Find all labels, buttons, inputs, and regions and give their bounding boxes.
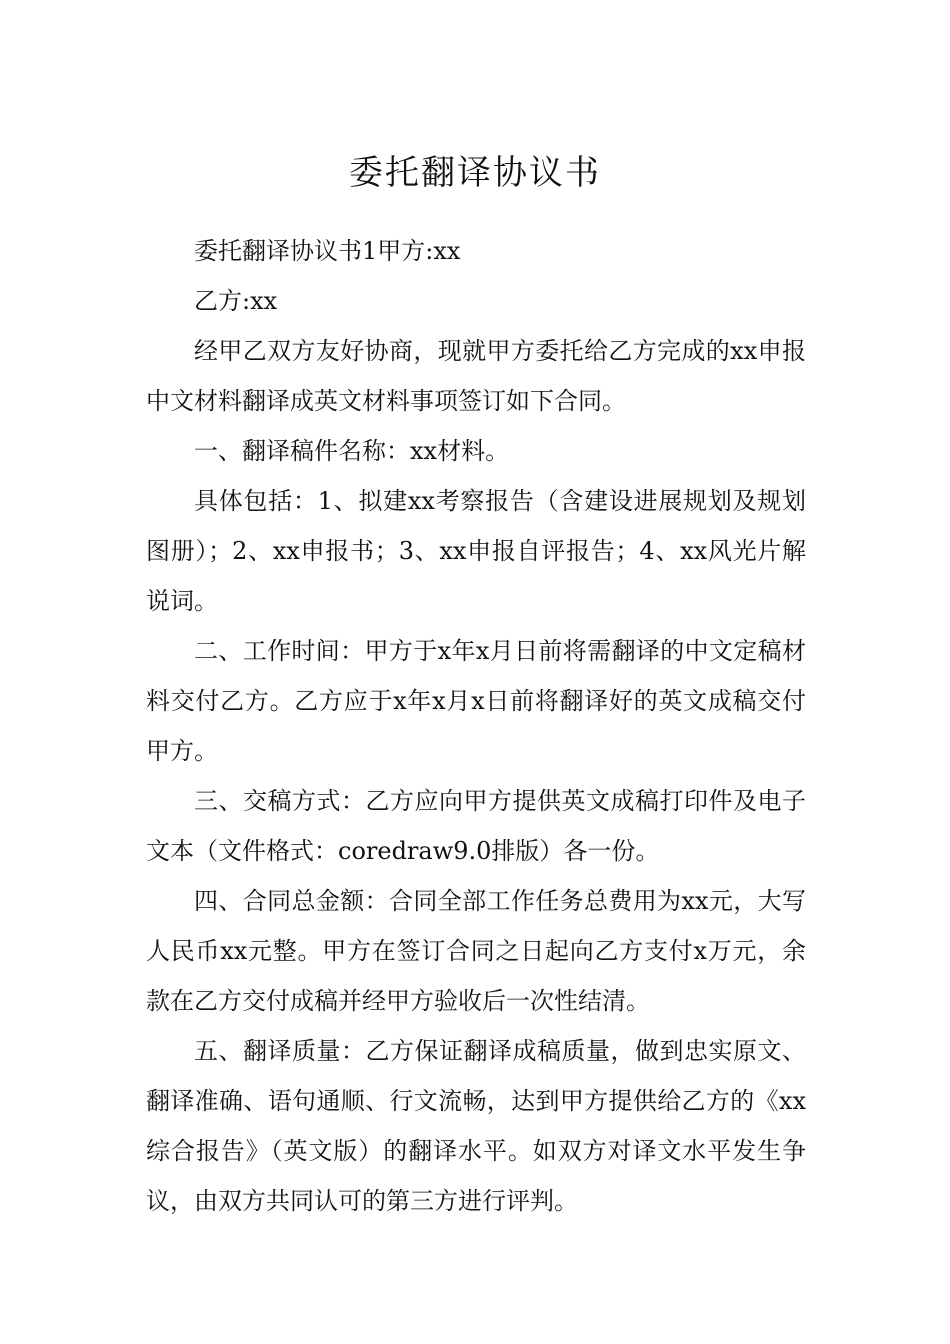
paragraph-clause-1-details: 具体包括：1、拟建xx考察报告（含建设进展规划及规划图册）；2、xx申报书；3、xx申报自评报告；4、xx风光片解说词。: [146, 487, 806, 615]
paragraph-clause-2: 二、工作时间：甲方于x年x月日前将需翻译的中文定稿材料交付乙方。乙方应于x年x月x日前将翻译好的英文成稿交付甲方。: [146, 637, 806, 765]
paragraph-header-party-a: 委托翻译协议书1甲方:xx: [194, 237, 461, 265]
paragraph-clause-3: 三、交稿方式：乙方应向甲方提供英文成稿打印件及电子文本（文件格式：coredraw9.0排版）各一份。: [146, 787, 806, 865]
paragraph-clause-4: 四、合同总金额：合同全部工作任务总费用为xx元，大写人民币xx元整。甲方在签订合同之日起向乙方支付x万元，余款在乙方交付成稿并经甲方验收后一次性结清。: [146, 887, 806, 1015]
paragraph-clause-1: 一、翻译稿件名称：xx材料。: [194, 437, 510, 465]
paragraph-clause-5: 五、翻译质量：乙方保证翻译成稿质量，做到忠实原文、翻译准确、语句通顺、行文流畅，达到甲方提供给乙方的《xx综合报告》（英文版）的翻译水平。如双方对译文水平发生争议，由双方共同认可的第三方进行评判。: [146, 1037, 806, 1215]
document-title: 委托翻译协议书: [349, 152, 601, 193]
paragraph-party-b: 乙方:xx: [194, 287, 278, 315]
paragraph-preamble: 经甲乙双方友好协商，现就甲方委托给乙方完成的xx申报中文材料翻译成英文材料事项签订如下合同。: [146, 337, 806, 415]
document-body: [146, 226, 806, 1226]
